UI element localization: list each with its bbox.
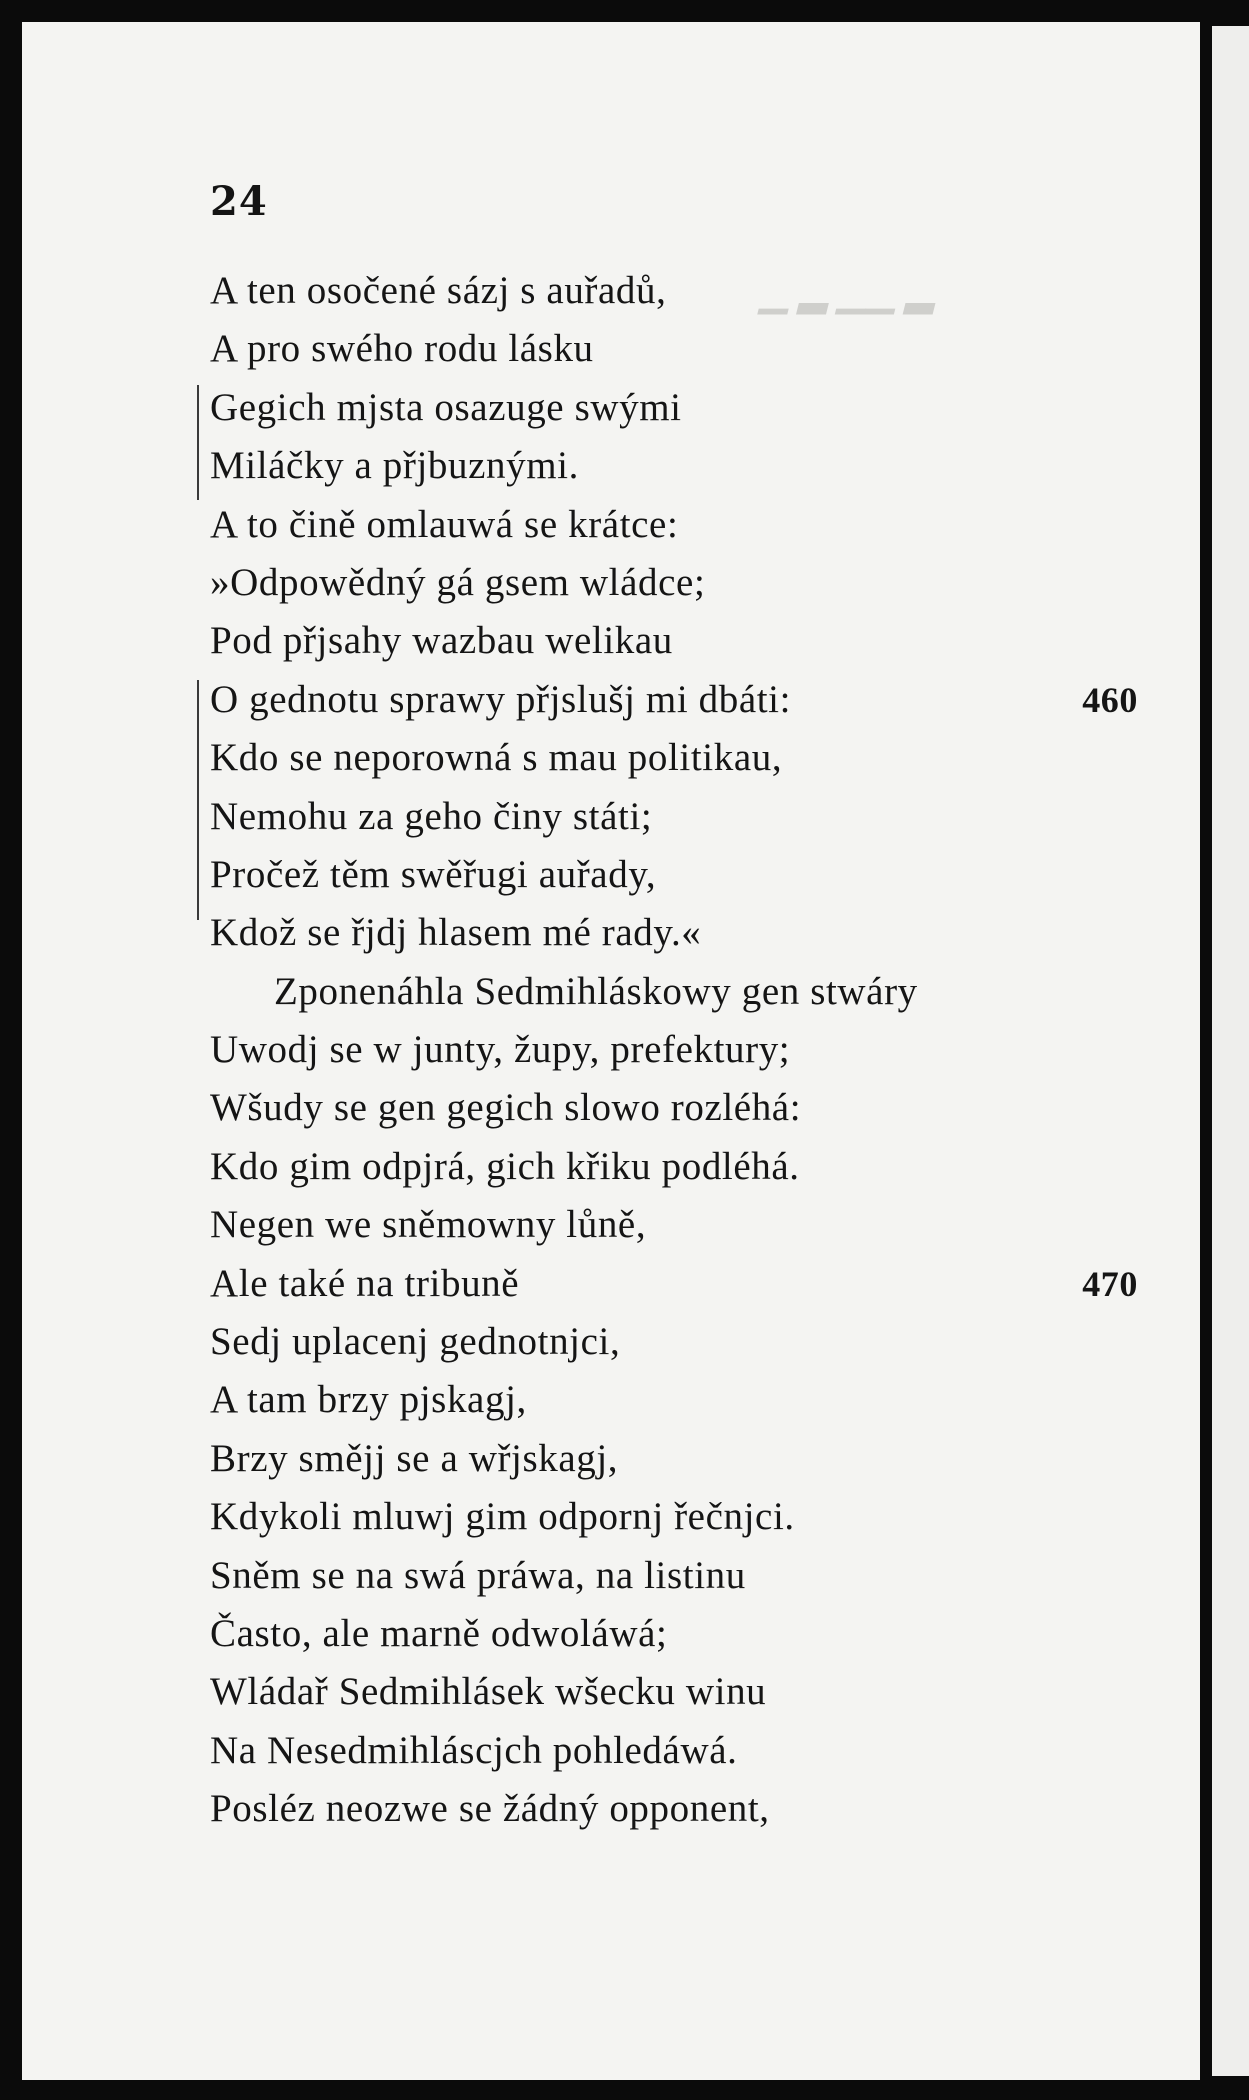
- poem-line: A ten osočené sázj s auřadů,: [210, 269, 667, 312]
- poem-line: Sněm se na swá práwa, na listinu: [210, 1553, 746, 1597]
- poem-line: Wládař Sedmihlásek wšecku winu: [210, 1670, 767, 1714]
- line-number: 460: [1082, 679, 1138, 720]
- poem-line: Negen we sněmowny lůně,: [210, 1203, 647, 1247]
- poem-line: Miláčky a přjbuznými.: [210, 444, 579, 488]
- poem-line: Pod přjsahy wazbau welikau: [210, 619, 673, 663]
- poem-text: [210, 262, 1150, 1839]
- poem-line: Kdykoli mluwj gim odpornj řečnjci.: [210, 1495, 795, 1539]
- poem-line: Wšudy se gen gegich slowo rozléhá:: [210, 1086, 802, 1130]
- bleed-through: ▁ ▂ ▁▁ ▂: [760, 272, 935, 314]
- poem-line: Sedj uplacenj gednotnjci,: [210, 1320, 621, 1364]
- poem-line: Brzy smějj se a wřjskagj,: [210, 1436, 619, 1480]
- poem-line: Kdo se neporowná s mau politikau,: [210, 736, 783, 780]
- poem-line: A pro swého rodu lásku: [210, 327, 594, 371]
- poem-line: Kdož se řjdj hlasem mé rady.«: [210, 911, 702, 955]
- poem-line: »Odpowědný gá gsem wládce;: [210, 560, 706, 604]
- poem-line: Posléz neozwe se žádný opponent,: [210, 1787, 770, 1831]
- margin-mark: [197, 385, 199, 500]
- poem-line: A to čině omlauwá se krátce:: [210, 502, 679, 546]
- poem-line: Gegich mjsta osazuge swými: [210, 385, 682, 429]
- poem-line: Ale také na tribuně 470: [210, 1255, 1150, 1313]
- line-number: 470: [1082, 1263, 1138, 1304]
- poem-line: Na Nesedmihláscjch pohledáwá.: [210, 1728, 738, 1772]
- facing-page-edge: [1212, 26, 1249, 2076]
- poem-line: A tam brzy pjskagj,: [210, 1378, 527, 1422]
- poem-line: O gednotu sprawy přjslušj mi dbáti: 460: [210, 671, 1150, 729]
- poem-line: Pročež těm swěřugi auřady,: [210, 852, 657, 896]
- poem-line: Často, ale marně odwoláwá;: [210, 1611, 668, 1655]
- poem-line: Nemohu za geho činy státi;: [210, 794, 653, 838]
- poem-line: Zponenáhla Sedmihláskowy gen stwáry: [274, 969, 918, 1013]
- margin-mark: [197, 680, 199, 920]
- poem-line: Uwodj se w junty, župy, prefektury;: [210, 1028, 791, 1072]
- poem-line: Kdo gim odpjrá, gich křiku podléhá.: [210, 1144, 800, 1188]
- page-number: 24: [210, 178, 268, 225]
